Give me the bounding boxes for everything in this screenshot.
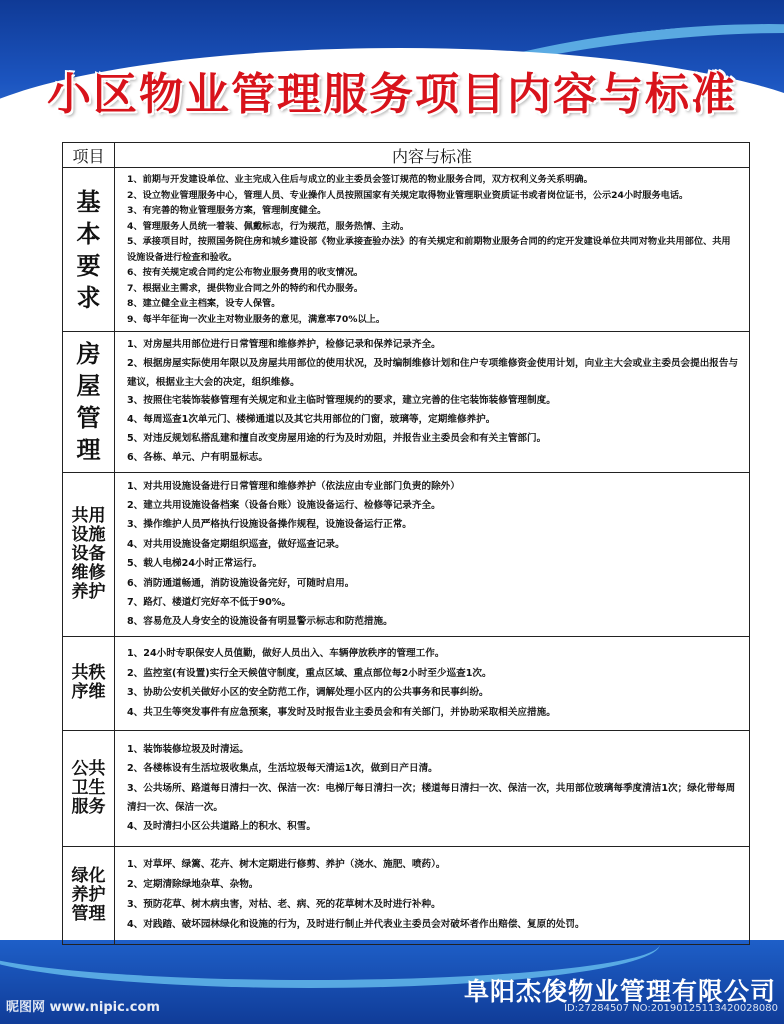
- list-item: 9、每半年征询一次业主对物业服务的意见，满意率70%以上。: [127, 313, 386, 325]
- standards-table-wrapper: [62, 142, 750, 938]
- list-item: 1、前期与开发建设单位、业主完成入住后与成立的业主委员会签订规范的物业服务合同，双方权利义务关系明确。: [127, 174, 593, 185]
- row-category: 绿化养护管理: [63, 846, 115, 944]
- list-item: 3、预防花草、树木病虫害，对枯、老、病、死的花草树木及时进行补种。: [127, 899, 441, 911]
- list-item: 8、建立健全业主档案，设专人保管。: [127, 298, 281, 309]
- list-item: 3、协助公安机关做好小区的安全防范工作，调解处理小区内的公共事务和民事纠纷。: [127, 687, 489, 699]
- list-item: 5、承接项目时，按照国务院住房和城乡建设部《物业承接查验办法》的有关规定和前期物业服务合同的约定开发建设单位共同对物业共用部位、共用设施设备进行检查和验收。: [127, 236, 731, 263]
- row-category: 基本要求: [63, 168, 115, 332]
- list-item: 5、载人电梯24小时正常运行。: [127, 558, 263, 570]
- list-item: 1、24小时专职保安人员值勤，做好人员出入、车辆停放秩序的管理工作。: [127, 648, 445, 660]
- list-item: 6、消防通道畅通，消防设施设备完好，可随时启用。: [127, 577, 355, 589]
- list-item: 2、监控室(有设置)实行全天候值守制度，重点区域、重点部位每2小时至少巡查1次。: [127, 667, 492, 679]
- row-category: 共秩序维: [63, 636, 115, 730]
- row-content: [115, 332, 750, 473]
- list-item: 6、各栋、单元、户有明显标志。: [127, 451, 268, 463]
- row-category: 公共卫生服务: [63, 730, 115, 846]
- list-item: 2、建立共用设施设备档案（设备台账）设施设备运行、检修等记录齐全。: [127, 499, 441, 511]
- list-item: 3、按照住宅装饰装修管理有关规定和业主临时管理规约的要求，建立完善的住宅装饰装修管理制度。: [127, 395, 556, 407]
- list-item: 3、公共场所、路道每日清扫一次、保洁一次：电梯厅每日清扫一次；楼道每日清扫一次、保洁一次，共用部位玻璃每季度清洁1次；绿化带每周清扫一次、保洁一次。: [127, 782, 736, 814]
- row-content: [115, 472, 750, 636]
- table-row: [63, 168, 750, 332]
- list-item: 4、管理服务人员统一着装、佩戴标志，行为规范，服务热情、主动。: [127, 220, 410, 232]
- list-item: 2、定期清除绿地杂草、杂物。: [127, 879, 259, 891]
- image-id-watermark: ID:27284507 NO:20190125113420028080: [564, 1003, 778, 1014]
- row-content: [115, 846, 750, 944]
- table-row: [63, 636, 750, 730]
- list-item: 1、对草坪、绿篱、花卉、树木定期进行修剪、养护（浇水、施肥、喷药）。: [127, 859, 446, 871]
- table-row: [63, 332, 750, 473]
- page-title: 小区物业管理服务项目内容与标准: [47, 69, 737, 120]
- list-item: 6、按有关规定或合同约定公布物业服务费用的收支情况。: [127, 267, 364, 278]
- list-item: 7、路灯、楼道灯完好卒不低于90%。: [127, 597, 291, 609]
- table-row: [63, 472, 750, 636]
- row-category: 房屋管理: [63, 332, 115, 473]
- list-item: 3、操作维护人员严格执行设施设备操作规程，设施设备运行正常。: [127, 519, 412, 531]
- list-item: 4、对践踏、破坏园林绿化和设施的行为，及时进行制止并代表业主委员会对破坏者作出赔偿、复原的处罚。: [127, 919, 585, 931]
- header-project: 项目: [63, 143, 115, 168]
- list-item: 8、容易危及人身安全的设施设备有明显警示标志和防范措施。: [127, 616, 393, 628]
- list-item: 3、有完善的物业管理服务方案，管理制度健全。: [127, 205, 327, 216]
- site-watermark: 昵图网 www.nipic.com: [6, 1000, 160, 1015]
- list-item: 2、各楼栋设有生活垃圾收集点，生活垃圾每天清运1次，做到日产日清。: [127, 763, 438, 775]
- list-item: 4、每周巡查1次单元门、楼梯通道以及其它共用部位的门窗，玻璃等，定期维修养护。: [127, 414, 496, 426]
- table-header-row: [63, 143, 750, 168]
- list-item: 1、装饰装修垃圾及时清运。: [127, 743, 249, 755]
- list-item: 1、对房屋共用部位进行日常管理和维修养护，检修记录和保养记录齐全。: [127, 339, 441, 350]
- row-content: [115, 636, 750, 730]
- row-category: 共用设施设备维修养护: [63, 472, 115, 636]
- list-item: 2、设立物业管理服务中心，管理人员、专业操作人员按照国家有关规定取得物业管理职业资质证书或者岗位证书，公示24小时服务电话。: [127, 189, 689, 201]
- company-name: 阜阳杰俊物业管理有限公司: [463, 977, 776, 1006]
- table-row: [63, 730, 750, 846]
- standards-table: [62, 142, 750, 945]
- list-item: 5、对违反规划私搭乱建和擅自改变房屋用途的行为及时劝阻，并报告业主委员会和有关主管部门。: [127, 432, 547, 444]
- row-content: [115, 730, 750, 846]
- list-item: 4、及时清扫小区公共道路上的积水、积雪。: [127, 821, 316, 833]
- row-content: [115, 168, 750, 332]
- list-item: 7、根据业主需求，提供物业合同之外的特约和代办服务。: [127, 282, 364, 294]
- list-item: 2、根据房屋实际使用年限以及房屋共用部位的使用状况，及时编制维修计划和住户专项维修资金使用计划，向业主大会或业主委员会提出报告与建议，根据业主大会的决定，组织维修。: [127, 357, 739, 388]
- table-row: [63, 846, 750, 944]
- list-item: 1、对共用设施设备进行日常管理和维修养护（依法应由专业部门负责的除外）: [127, 480, 460, 492]
- list-item: 4、共卫生等突发事件有应急预案，事发时及时报告业主委员会和有关部门，并协助采取相关应措施。: [127, 706, 556, 718]
- header-content: 内容与标准: [115, 143, 750, 168]
- list-item: 4、对共用设施设备定期组织巡查，做好巡查记录。: [127, 538, 345, 550]
